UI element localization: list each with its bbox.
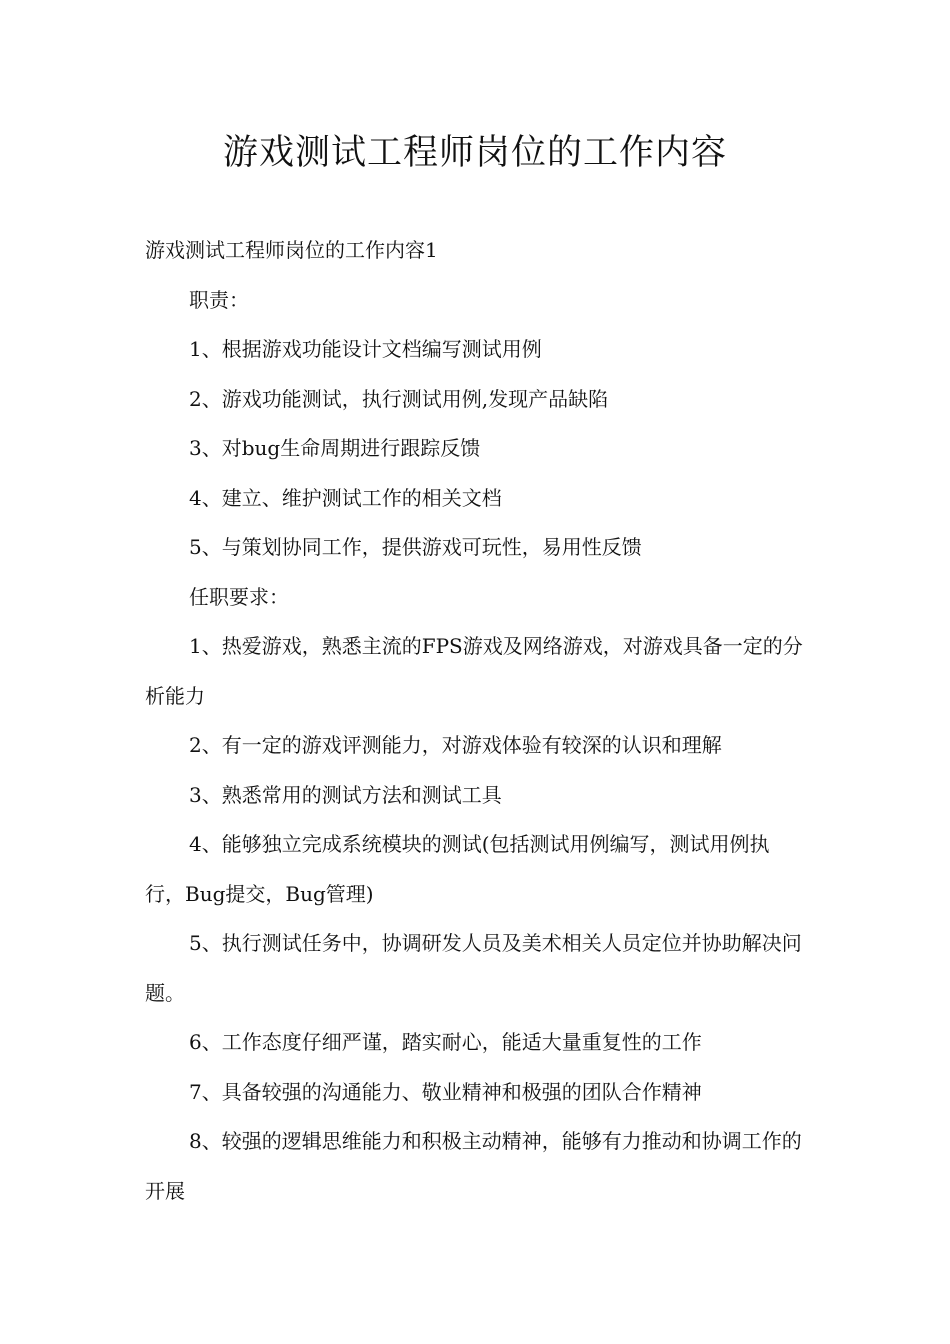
requirement-item: 2、有一定的游戏评测能力，对游戏体验有较深的认识和理解 bbox=[189, 733, 722, 757]
responsibility-item: 4、建立、维护测试工作的相关文档 bbox=[189, 485, 502, 510]
requirement-item: 4、能够独立完成系统模块的测试(包括测试用例编写，测试用例执行，Bug提交，Bug管理) bbox=[145, 832, 770, 906]
document-body bbox=[145, 226, 809, 1216]
section-heading: 游戏测试工程师岗位的工作内容1 bbox=[145, 238, 438, 262]
requirement-item: 8、较强的逻辑思维能力和积极主动精神，能够有力推动和协调工作的开展 bbox=[145, 1129, 802, 1203]
requirement-item: 5、执行测试任务中，协调研发人员及美术相关人员定位并协助解决问题。 bbox=[145, 931, 802, 1005]
responsibility-item: 1、根据游戏功能设计文档编写测试用例 bbox=[189, 337, 542, 361]
requirement-item: 1、热爱游戏，熟悉主流的FPS游戏及网络游戏，对游戏具备一定的分析能力 bbox=[145, 634, 803, 708]
requirement-item: 7、具备较强的沟通能力、敬业精神和极强的团队合作精神 bbox=[189, 1079, 702, 1104]
responsibility-item: 3、对bug生命周期进行跟踪反馈 bbox=[189, 436, 481, 460]
responsibility-item: 5、与策划协同工作，提供游戏可玩性，易用性反馈 bbox=[189, 535, 642, 559]
responsibility-item: 2、游戏功能测试，执行测试用例,发现产品缺陷 bbox=[189, 386, 609, 411]
requirements-label: 任职要求： bbox=[189, 584, 289, 609]
requirement-item: 3、熟悉常用的测试方法和测试工具 bbox=[189, 782, 502, 807]
responsibilities-label: 职责： bbox=[189, 287, 249, 312]
requirement-item: 6、工作态度仔细严谨，踏实耐心，能适大量重复性的工作 bbox=[189, 1030, 702, 1054]
document-title: 游戏测试工程师岗位的工作内容 bbox=[222, 133, 727, 173]
